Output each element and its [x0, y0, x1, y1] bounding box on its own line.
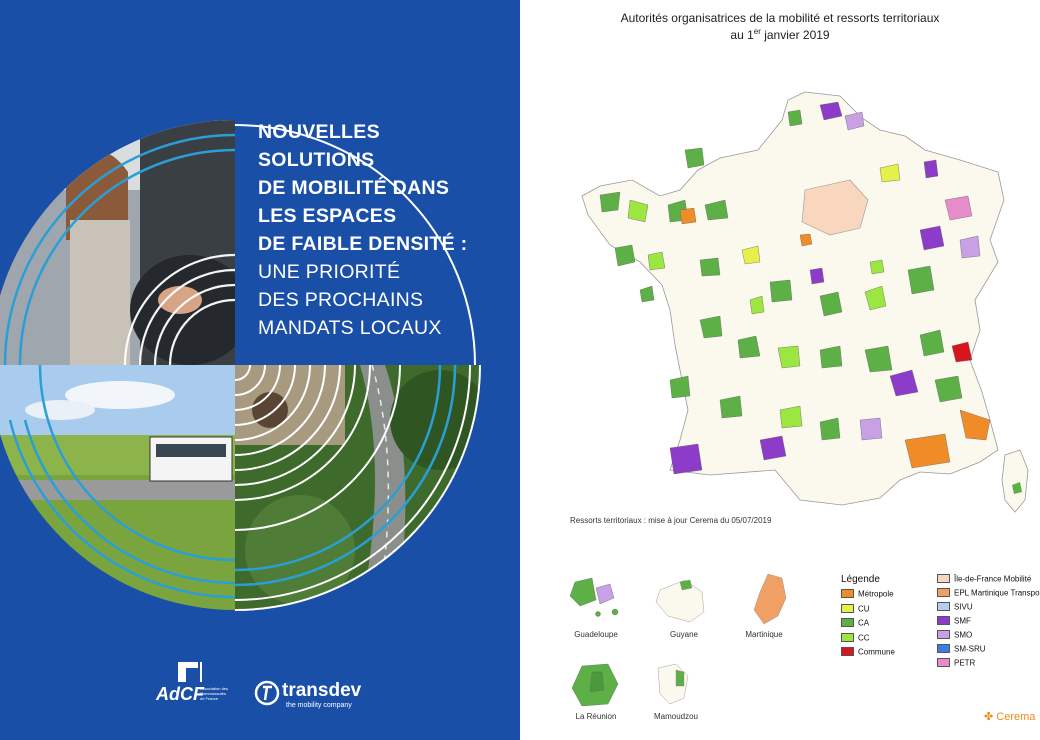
transdev-name: transdev — [282, 680, 362, 701]
legend-swatch — [841, 647, 854, 656]
inset-label-reunion: La Réunion — [575, 712, 617, 721]
adcf-subtitle: Association des Communautés de France — [200, 686, 229, 701]
inset-label-guyane: Guyane — [669, 630, 699, 639]
legend-item — [841, 647, 895, 657]
corsica — [1002, 450, 1028, 512]
legend-swatch — [937, 644, 950, 653]
legend-label: EPL Martinique Transpo — [954, 588, 1040, 598]
inset-martinique — [754, 574, 786, 624]
legend-swatch — [937, 602, 950, 611]
map-title-line1: Autorités organisatrices de la mobilité et ressorts territoriaux — [620, 11, 940, 25]
cerema-flower-icon: ✤ — [984, 711, 994, 723]
legend-item — [937, 588, 1040, 598]
legend-label: SM-SRU — [954, 644, 986, 654]
transdev-tagline: the mobility company — [286, 702, 352, 709]
inset-label-martinique: Martinique — [745, 630, 783, 639]
legend-label: Île-de-France Mobilité — [954, 574, 1032, 584]
title-line: SOLUTIONS — [258, 149, 375, 171]
update-note: Ressorts territoriaux : mise à jour Cerema du 05/07/2019 — [570, 516, 772, 525]
legend-swatch — [841, 633, 854, 642]
legend-swatch — [937, 658, 950, 667]
legend-swatch — [841, 618, 854, 627]
legend-item — [841, 589, 894, 599]
map-panel — [520, 0, 1040, 740]
legend-label: CC — [858, 632, 870, 642]
legend-label: PETR — [954, 658, 976, 668]
legend-title: Légende — [841, 574, 880, 585]
title-line: DES PROCHAINS — [258, 289, 424, 311]
title-line: DE FAIBLE DENSITÉ : — [258, 233, 468, 255]
transdev-mark-icon — [254, 680, 280, 706]
map-legend — [839, 574, 1040, 684]
adcf-name: AdCF — [156, 684, 204, 704]
inset-mamoudzou — [658, 664, 688, 704]
legend-swatch — [937, 616, 950, 625]
legend-item — [937, 644, 986, 654]
legend-item — [841, 633, 870, 643]
legend-item — [937, 574, 1031, 584]
legend-label: Métropole — [858, 589, 894, 599]
legend-label: SIVU — [954, 602, 973, 612]
title-line: UNE PRIORITÉ — [258, 261, 401, 283]
legend-label: Commune — [858, 647, 895, 657]
legend-label: SMF — [954, 616, 971, 626]
title-line: LES ESPACES — [258, 205, 397, 227]
legend-item — [937, 602, 973, 612]
legend-item — [937, 616, 971, 626]
legend-swatch — [937, 630, 950, 639]
title-line: NOUVELLES — [258, 121, 380, 143]
legend-item — [841, 604, 870, 614]
legend-swatch — [841, 604, 854, 613]
title-line: MANDATS LOCAUX — [258, 317, 442, 339]
legend-item — [937, 630, 972, 640]
inset-guyane — [656, 580, 704, 622]
map-title-line2: au 1er janvier 2019 — [730, 27, 830, 42]
cover-title — [258, 118, 508, 342]
legend-label: CA — [858, 618, 870, 628]
legend-swatch — [937, 588, 950, 597]
legend-swatch — [937, 574, 950, 583]
inset-label-guadeloupe: Guadeloupe — [574, 630, 618, 639]
legend-label: SMO — [954, 630, 973, 640]
legend-swatch — [841, 589, 854, 598]
legend-item — [937, 658, 975, 668]
cerema-logo: ✤ Cerema — [984, 711, 1036, 723]
inset-label-mamoudzou: Mamoudzou — [653, 712, 699, 721]
title-line: DE MOBILITÉ DANS — [258, 177, 450, 199]
legend-label: CU — [858, 603, 870, 613]
adcf-logo — [148, 660, 238, 720]
inset-la-reunion — [572, 664, 618, 706]
inset-guadeloupe — [570, 578, 618, 617]
legend-item — [841, 618, 869, 628]
